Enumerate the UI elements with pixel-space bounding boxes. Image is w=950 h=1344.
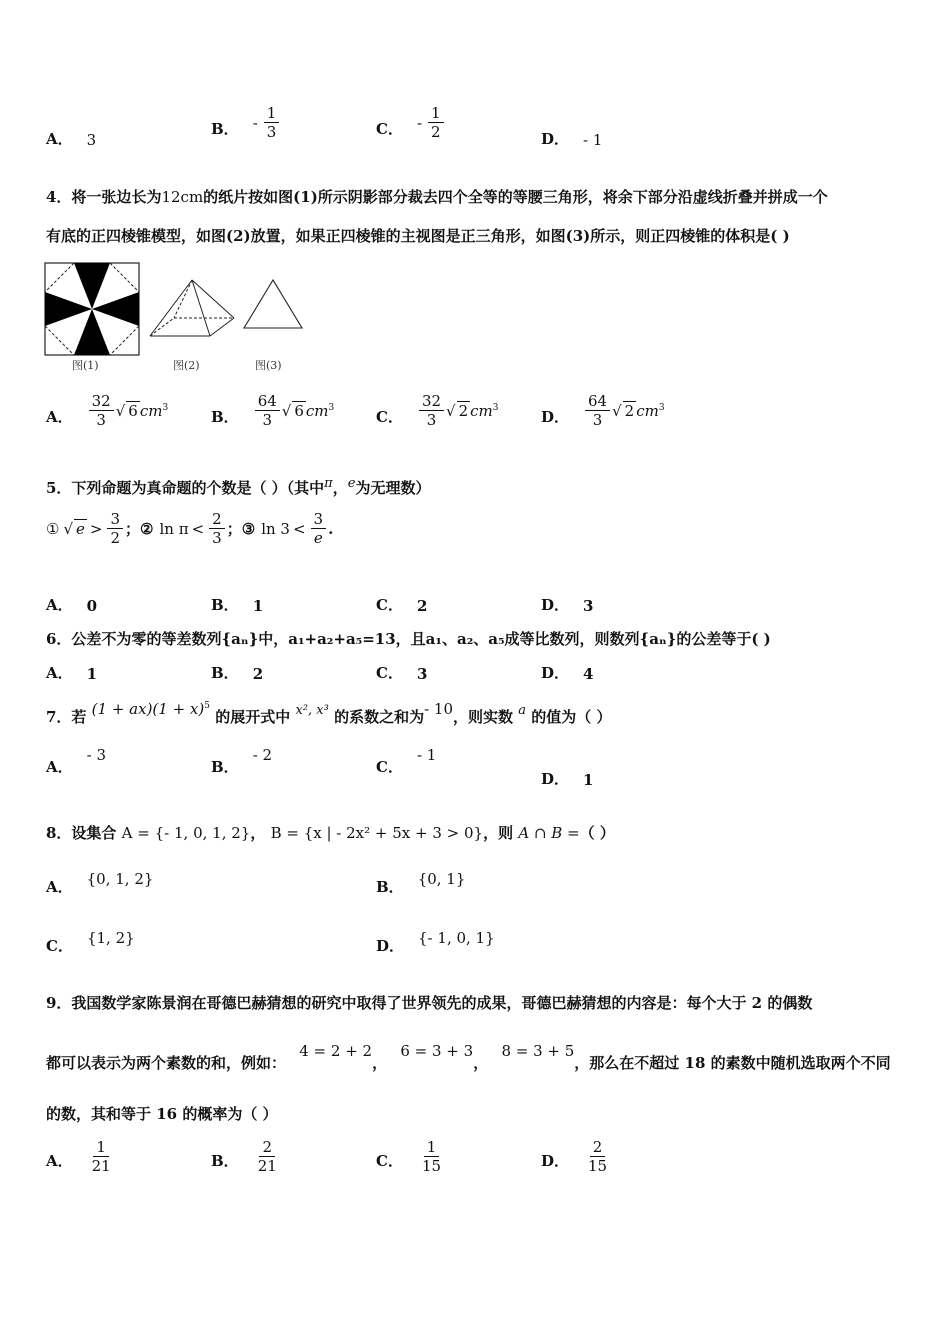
q9-text: ，那么在不超过 18 的素数中随机选取两个不同 <box>574 1054 891 1072</box>
q4-option-d <box>541 392 665 429</box>
q9-option-b <box>211 1138 282 1175</box>
fraction-numerator: 1 <box>264 104 280 123</box>
q6-option-d <box>541 662 593 683</box>
fraction-numerator: 2 <box>590 1138 606 1157</box>
q3-option-c <box>376 104 446 141</box>
option-label: D． <box>541 408 570 426</box>
q9-comma: ， <box>473 1054 489 1072</box>
q7-text: 7．若 <box>46 708 87 726</box>
fraction-denominator: 15 <box>421 1157 442 1175</box>
option-label: B． <box>211 596 239 614</box>
option-value: 3 <box>416 665 428 683</box>
q7-text: 的值为（ ） <box>531 708 612 726</box>
option-label: A． <box>46 878 73 896</box>
radical: √ 6 $cm^3$ <box>115 402 169 420</box>
radicand: 2 <box>624 402 635 420</box>
fraction-denominator: 21 <box>257 1157 277 1175</box>
unit: cm <box>305 402 329 420</box>
option-label: B． <box>211 664 239 682</box>
q4-stem-line2: 有底的正四棱锥模型，如图(2)放置，如果正四棱锥的主视图是正三角形，如图(3)所示，则正四棱锥的体积是( ) <box>46 227 790 245</box>
option-label: D． <box>541 1152 570 1170</box>
option-label: D． <box>541 596 570 614</box>
option-label: A． <box>46 758 73 776</box>
q5-option-d <box>541 594 593 615</box>
radicand: 6 <box>128 402 138 420</box>
expression-exponent: 5 <box>204 701 210 711</box>
radicand: 6 <box>294 402 304 420</box>
option-label: C． <box>376 1152 403 1170</box>
option-label: A． <box>46 596 73 614</box>
q7-option-a <box>46 746 107 777</box>
option-value: - 1 <box>416 746 437 764</box>
option-fraction <box>264 104 280 141</box>
fraction-numerator: 32 <box>89 392 114 411</box>
prop-3-lhs: ln 3 <box>261 519 290 538</box>
exponent: 3 <box>162 403 169 413</box>
q8-text: 8．设集合 <box>46 824 117 842</box>
option-value: 0 <box>86 597 98 615</box>
option-label: B． <box>211 408 239 426</box>
fraction-denominator: 3 <box>592 411 603 429</box>
fraction-denominator: 3 <box>212 529 222 547</box>
prop-3-op: < <box>292 519 306 538</box>
option-fraction <box>89 1138 114 1175</box>
q8-text: ，则 <box>483 824 514 842</box>
option-label: B． <box>211 758 239 776</box>
q9-stem-line1: 9．我国数学家陈景润在哥德巴赫猜想的研究中取得了世界领先的成果，哥德巴赫猜想的内容是：每个大于 2 的偶数 <box>46 994 813 1012</box>
option-label: C． <box>376 120 403 138</box>
q8-comma: ， <box>250 824 266 842</box>
q5-text: 为无理数） <box>355 479 431 497</box>
prop-2-fraction <box>209 510 225 547</box>
option-value: {0, 1} <box>417 870 466 888</box>
radical: √ 2 $cm^3$ <box>612 402 665 420</box>
option-label: A． <box>46 130 73 148</box>
e-symbol: e <box>347 476 356 491</box>
q5-stem <box>46 476 430 498</box>
pi-symbol: π <box>324 476 333 491</box>
q5-option-c <box>376 594 427 615</box>
q4-option-b <box>211 392 334 429</box>
option-label: C． <box>376 596 403 614</box>
option-label: B． <box>376 878 404 896</box>
q9-stem-line3: 的数，其和等于 16 的概率为（ ） <box>46 1105 278 1123</box>
option-value: {- 1, 0, 1} <box>418 929 495 947</box>
q6-option-b <box>211 662 263 683</box>
q7-option-c <box>376 746 437 777</box>
q5-option-b <box>211 594 263 615</box>
option-fraction <box>585 1138 610 1175</box>
q8-option-b <box>376 870 466 897</box>
q7-expression <box>92 700 210 718</box>
prop-3-mark: ③ <box>241 519 256 538</box>
prop-2-lhs: ln π <box>159 519 189 538</box>
radical: √ 6 $cm^3$ <box>281 402 335 420</box>
option-label: C． <box>376 758 403 776</box>
radicand: 2 <box>458 402 469 420</box>
option-label: C． <box>376 664 403 682</box>
option-value: 1 <box>583 771 594 789</box>
period: . <box>328 519 334 538</box>
option-label: A． <box>46 408 73 426</box>
q8-text: （ ） <box>579 824 615 842</box>
fraction-numerator: 32 <box>419 392 444 411</box>
q8-set-a: A = {- 1, 0, 1, 2} <box>121 824 251 842</box>
q7-variable: a <box>518 703 527 718</box>
q4-text: 4．将一张边长为 <box>46 188 162 206</box>
q5-option-a <box>46 594 97 615</box>
fraction-denominator: 2 <box>110 529 121 547</box>
q9-stem-line2 <box>46 1042 891 1073</box>
fraction-denominator: 3 <box>96 411 106 429</box>
q4-text: 的纸片按如图(1)所示阴影部分裁去四个全等的等腰三角形，将余下部分沿虚线折叠并拼成一个 <box>203 188 828 206</box>
q4-option-c <box>376 392 499 429</box>
fraction-denominator: 15 <box>588 1157 608 1175</box>
fraction-numerator: 2 <box>209 510 225 529</box>
q6-option-a <box>46 662 97 683</box>
option-value: 4 <box>583 665 594 683</box>
prop-3-fraction <box>311 510 327 547</box>
option-label: B． <box>211 1152 239 1170</box>
q6-stem: 6．公差不为零的等差数列{aₙ}中，a₁+a₂+a₅=13，且a₁、a₂、a₅成等比数列，则数列{aₙ}的公差等于( ) <box>46 630 771 648</box>
q7-value: - 10 <box>424 700 454 718</box>
fraction-denominator: e <box>313 529 323 547</box>
q7-text: ，则实数 <box>453 708 514 726</box>
q9-option-c <box>376 1138 446 1175</box>
exponent: 3 <box>658 403 665 413</box>
option-label: C． <box>46 937 73 955</box>
q4-figure-2 <box>148 278 236 340</box>
option-value: {0, 1, 2} <box>86 870 154 888</box>
option-label: D． <box>376 937 405 955</box>
q8-set-b: B = {x | - 2x² + 5x + 3 > 0} <box>270 824 484 842</box>
q8-option-d <box>376 929 495 956</box>
fraction-denominator: 3 <box>266 123 277 141</box>
unit: cm <box>470 402 493 420</box>
fraction-numerator: 1 <box>424 1138 440 1157</box>
q7-text: 的系数之和为 <box>334 708 425 726</box>
q7-text: 的展开式中 <box>215 708 291 726</box>
option-value: {1, 2} <box>86 929 135 947</box>
q8-option-a <box>46 870 154 897</box>
separator: ； <box>226 520 242 538</box>
q4-figure-1 <box>44 262 140 356</box>
q5-comma: ， <box>332 479 348 497</box>
q5-text: 5．下列命题为真命题的个数是（ ）（其中 <box>46 479 325 497</box>
q8-stem <box>46 822 615 843</box>
q9-example-1: 4 = 2 + 2 <box>299 1042 373 1060</box>
option-fraction <box>419 392 444 429</box>
q9-text: 都可以表示为两个素数的和，例如： <box>46 1054 287 1072</box>
exponent: 3 <box>492 403 499 413</box>
fraction-denominator: 3 <box>426 411 437 429</box>
q9-option-d <box>541 1138 612 1175</box>
option-fraction <box>419 1138 444 1175</box>
q7-terms: x², x³ <box>295 703 329 718</box>
q3-option-b <box>211 104 281 141</box>
option-value: 1 <box>86 665 98 683</box>
fraction-numerator: 2 <box>259 1138 275 1157</box>
q7-stem <box>46 700 612 727</box>
prop-1-radical: √ e <box>63 520 85 538</box>
separator: ； <box>125 520 141 538</box>
fraction-denominator: 21 <box>91 1157 111 1175</box>
prop-1-op: > <box>89 519 103 538</box>
q6-option-c <box>376 662 427 683</box>
option-label: D． <box>541 130 570 148</box>
option-value: 2 <box>416 597 428 615</box>
q7-option-b <box>211 746 273 777</box>
option-label: A． <box>46 664 73 682</box>
fraction-numerator: 1 <box>93 1138 109 1157</box>
q3-option-a <box>46 128 96 149</box>
radicand: e <box>76 520 85 538</box>
q8-intersection: A ∩ B = <box>518 824 580 842</box>
option-fraction <box>89 392 114 429</box>
radical: √ 2 $cm^3$ <box>446 402 499 420</box>
q8-option-c <box>46 929 135 956</box>
q4-figure-2-caption: 图(2) <box>173 359 200 372</box>
prop-1-fraction <box>107 510 123 547</box>
q3-option-d <box>541 128 602 149</box>
q9-comma: ， <box>372 1054 388 1072</box>
prop-2-op: < <box>191 519 205 538</box>
q4-unit: 12cm <box>161 188 204 206</box>
exponent: 3 <box>328 403 335 413</box>
option-label: A． <box>46 1152 73 1170</box>
prop-1-mark: ① <box>46 519 60 538</box>
option-fraction <box>585 392 610 429</box>
q7-option-d <box>541 768 593 789</box>
fraction-numerator: 3 <box>311 510 327 529</box>
q4-option-a <box>46 392 168 429</box>
fraction-denominator: 3 <box>262 411 272 429</box>
fraction-numerator: 64 <box>585 392 610 411</box>
option-sign: - <box>252 113 258 132</box>
q4-figure-3-caption: 图(3) <box>255 359 282 372</box>
option-value: 2 <box>252 665 264 683</box>
option-value: - 1 <box>583 131 603 149</box>
option-sign: - <box>416 113 423 132</box>
option-label: C． <box>376 408 403 426</box>
fraction-numerator: 3 <box>107 510 123 529</box>
option-label: B． <box>211 120 239 138</box>
q4-figure-3 <box>242 278 304 330</box>
fraction-numerator: 64 <box>255 392 280 411</box>
option-value: 3 <box>86 131 97 149</box>
fraction-numerator: 1 <box>428 104 444 123</box>
option-value: - 2 <box>252 746 273 764</box>
option-value: 1 <box>252 597 264 615</box>
unit: cm <box>636 402 659 420</box>
q5-propositions <box>46 510 333 547</box>
q4-stem-line1 <box>46 186 828 207</box>
option-label: D． <box>541 664 570 682</box>
q9-option-a <box>46 1138 116 1175</box>
fraction-denominator: 2 <box>431 123 441 141</box>
q9-example-3: 8 = 3 + 5 <box>501 1042 575 1060</box>
unit: cm <box>139 402 163 420</box>
option-value: 3 <box>583 597 594 615</box>
prop-2-mark: ② <box>140 519 154 538</box>
option-label: D． <box>541 770 570 788</box>
q9-example-2: 6 = 3 + 3 <box>400 1042 474 1060</box>
option-fraction <box>255 1138 280 1175</box>
q4-figure-1-caption: 图(1) <box>72 359 99 372</box>
option-value: - 3 <box>86 746 107 764</box>
option-fraction <box>255 392 280 429</box>
option-fraction <box>428 104 444 141</box>
expression-base: (1 + ax)(1 + x) <box>91 700 205 718</box>
